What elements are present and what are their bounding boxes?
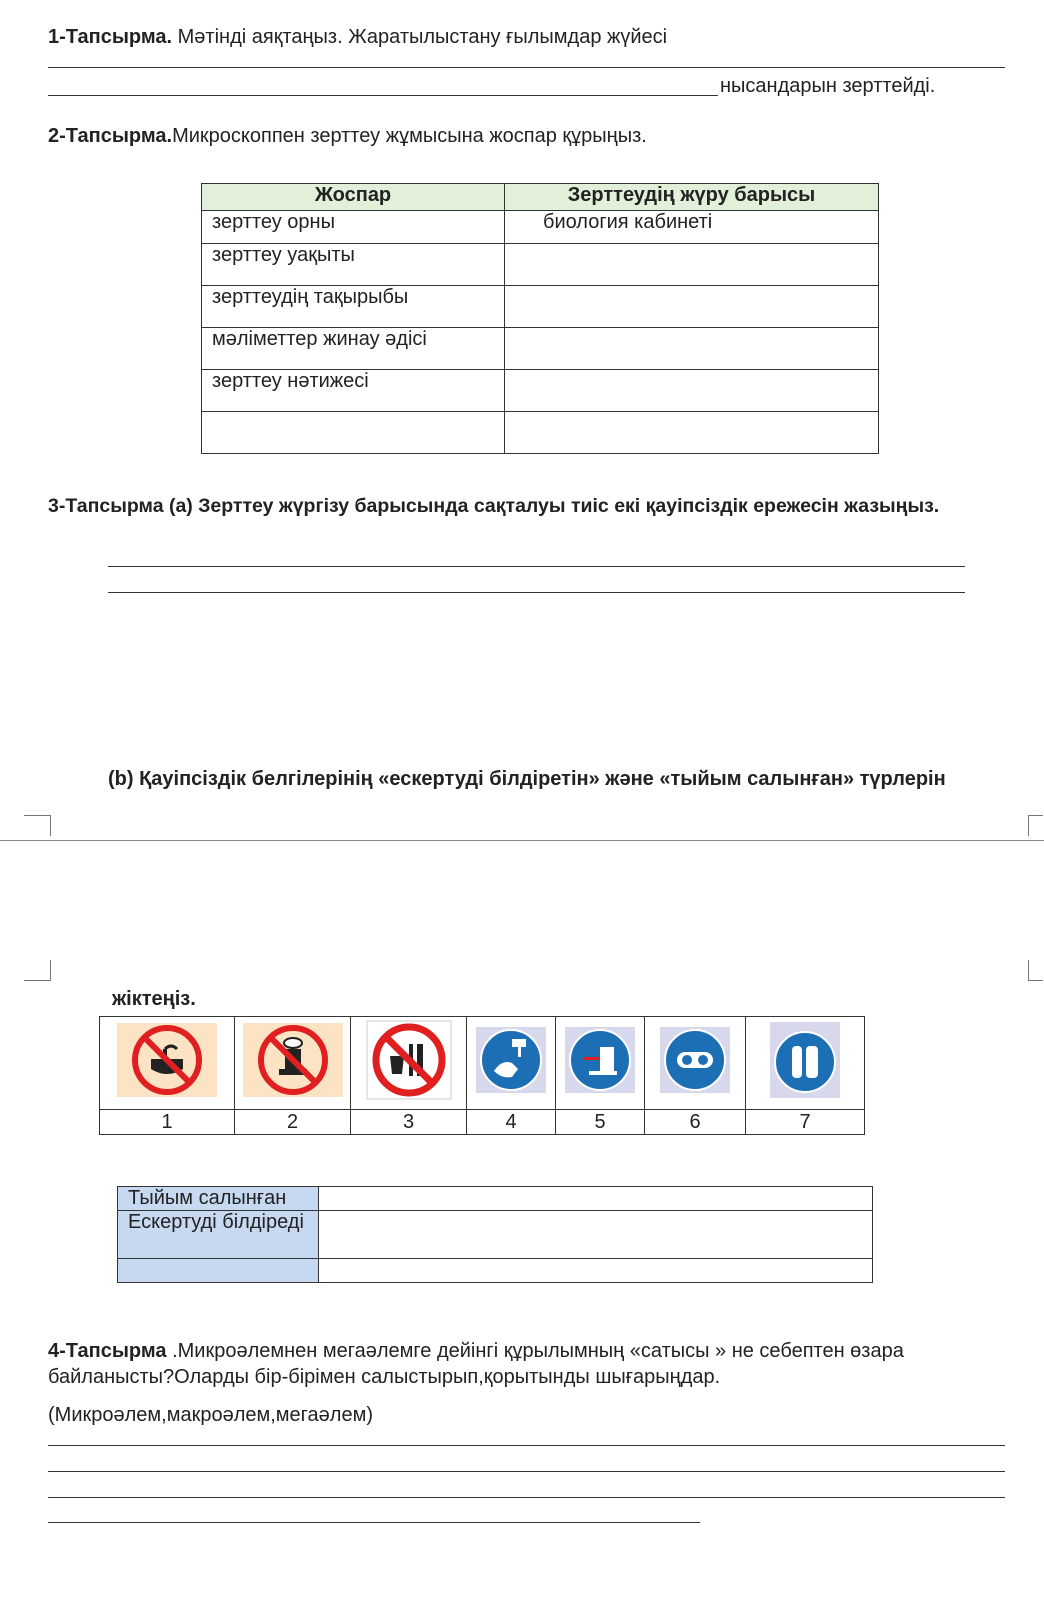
- wear-goggles-sign-icon: [660, 1027, 730, 1093]
- table-row: [202, 286, 879, 328]
- task3-part-b-end: жіктеңіз.: [112, 988, 196, 1010]
- plan-cell[interactable]: биология кабинеті: [505, 211, 879, 244]
- plan-cell: зерттеу орны: [202, 211, 505, 244]
- page-break-line: [0, 840, 1044, 841]
- sign-number: 6: [645, 1110, 746, 1135]
- plan-cell[interactable]: [202, 412, 505, 454]
- answer-line[interactable]: [48, 95, 718, 96]
- page-corner-mark: [24, 815, 51, 836]
- table-row: [202, 211, 879, 244]
- answer-line[interactable]: [48, 1471, 1005, 1472]
- table-row: [118, 1211, 873, 1259]
- sign-number: 5: [556, 1110, 645, 1135]
- table-row: [202, 370, 879, 412]
- no-sink-sign-icon: [117, 1023, 217, 1097]
- sign-number: 3: [351, 1110, 467, 1135]
- task2-heading: [48, 125, 647, 148]
- task1-heading: [48, 26, 667, 49]
- plan-cell: мәліметтер жинау әдісі: [202, 328, 505, 370]
- classify-label: Ескертуді білдіреді: [118, 1211, 319, 1259]
- classify-table: [117, 1186, 873, 1283]
- table-row: [202, 244, 879, 286]
- sign-number: 1: [100, 1110, 235, 1135]
- answer-line[interactable]: [48, 67, 1005, 68]
- task4-number: 4-Тапсырма: [48, 1340, 167, 1362]
- sign-cell: [556, 1017, 645, 1110]
- task4-heading: [48, 1338, 1008, 1390]
- sign-number: 2: [235, 1110, 351, 1135]
- sign-number: 7: [746, 1110, 865, 1135]
- task4-hint: (Микроәлем,макроәлем,мегаәлем): [48, 1404, 373, 1426]
- page-corner-mark: [1028, 815, 1043, 836]
- task3-part-b: (b) Қауіпсіздік белгілерінің «ескертуді білдіретін» және «тыйым салынған» түрлерін: [108, 768, 946, 790]
- plan-cell: зерттеу нәтижесі: [202, 370, 505, 412]
- plan-table: [201, 183, 879, 454]
- table-row: [202, 328, 879, 370]
- no-burner-sign-icon: [243, 1023, 343, 1097]
- task1-ending: нысандарын зерттейді.: [720, 75, 936, 97]
- task1-text: Мәтінді аяқтаңыз. Жаратылыстану ғылымдар жүйесі: [172, 26, 668, 48]
- classify-answer-cell[interactable]: [319, 1259, 873, 1283]
- classify-label: [118, 1259, 319, 1283]
- answer-line[interactable]: [48, 1445, 1005, 1446]
- sign-cell: [467, 1017, 556, 1110]
- plan-cell[interactable]: [505, 286, 879, 328]
- table-row: [118, 1187, 873, 1211]
- plan-cell[interactable]: [505, 328, 879, 370]
- plan-header-cell: Зерттеудің жүру барысы: [505, 184, 879, 211]
- answer-line[interactable]: [108, 566, 965, 567]
- page-corner-mark: [1028, 960, 1043, 981]
- table-row: [118, 1259, 873, 1283]
- task3-heading: 3-Тапсырма (а) Зерттеу жүргізу барысында сақталуы тиіс екі қауіпсіздік ережесін жазыңыз.: [48, 495, 940, 517]
- task2-number: 2-Тапсырма.: [48, 125, 173, 147]
- signs-table: [99, 1016, 865, 1135]
- sign-cell: [645, 1017, 746, 1110]
- sign-cell: [351, 1017, 467, 1110]
- plan-cell[interactable]: [505, 244, 879, 286]
- plan-cell[interactable]: [505, 370, 879, 412]
- sign-cell: [746, 1017, 865, 1110]
- lab-apparatus-sign-icon: [565, 1027, 635, 1093]
- answer-line[interactable]: [48, 1522, 700, 1523]
- plan-cell: зерттеу уақыты: [202, 244, 505, 286]
- page-corner-mark: [24, 960, 51, 981]
- sign-cell: [235, 1017, 351, 1110]
- plan-cell: зерттеудің тақырыбы: [202, 286, 505, 328]
- sign-cell: [100, 1017, 235, 1110]
- task2-text: Микроскоппен зерттеу жұмысына жоспар құрыңыз.: [172, 125, 647, 147]
- table-row: [202, 412, 879, 454]
- classify-label: Тыйым салынған: [118, 1187, 319, 1211]
- wear-gloves-sign-icon: [770, 1022, 840, 1098]
- signs-image-row: [100, 1017, 865, 1110]
- wash-hands-sign-icon: [476, 1027, 546, 1093]
- answer-line[interactable]: [108, 592, 965, 593]
- task4-text: .Микроәлемнен мегаәлемге дейінгі құрылымның «сатысы » не себептен өзара байланысты?Оларды бір-бірімен салыстырып,қорытынды шығарыңдар.: [48, 1340, 904, 1388]
- plan-header-cell: Жоспар: [202, 184, 505, 211]
- no-food-drink-sign-icon: [366, 1020, 452, 1100]
- signs-number-row: [100, 1110, 865, 1135]
- classify-answer-cell[interactable]: [319, 1187, 873, 1211]
- sign-number: 4: [467, 1110, 556, 1135]
- classify-answer-cell[interactable]: [319, 1211, 873, 1259]
- plan-table-header: [202, 184, 879, 211]
- task1-number: 1-Тапсырма.: [48, 26, 173, 48]
- answer-line[interactable]: [48, 1497, 1005, 1498]
- plan-cell[interactable]: [505, 412, 879, 454]
